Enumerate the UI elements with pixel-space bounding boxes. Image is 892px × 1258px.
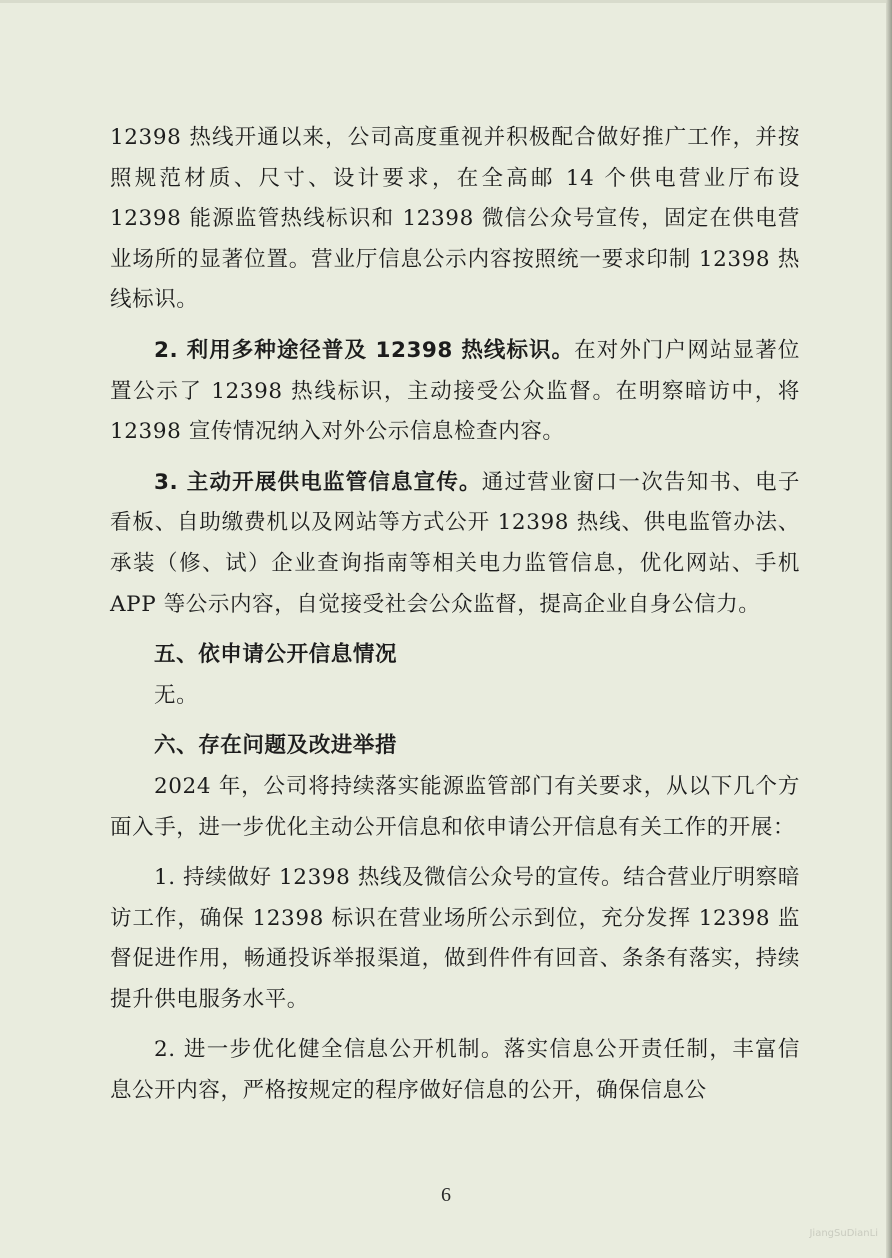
paragraph-spacer <box>110 453 800 463</box>
improvement-item-1: 1. 持续做好 12398 热线及微信公众号的宣传。结合营业厅明察暗访工作，确保 12398 标识在营业场所公示到位，充分发挥 12398 监督促进作用，畅通投诉举报渠道，做到件件有回音、条条有落实，持续提升供电服务水平。 <box>110 865 800 1012</box>
paragraph-spacer <box>110 848 800 858</box>
section-6-title: 六、存在问题及改进举措 <box>154 733 398 759</box>
document-body <box>110 118 800 1112</box>
page-number: 6 <box>441 1184 451 1206</box>
paragraph-spacer <box>110 716 800 726</box>
paragraph-spacer <box>110 1020 800 1030</box>
section-5-body: 无。 <box>154 682 199 708</box>
improvement-item-2: 2. 进一步优化健全信息公开机制。落实信息公开责任制，丰富信息公开内容，严格按规定的程序做好信息的公开，确保信息公 <box>110 1037 800 1104</box>
watermark: JiangSuDianLi <box>809 1228 878 1239</box>
paragraph-item-3 <box>110 463 800 625</box>
section-5-title: 五、依申请公开信息情况 <box>154 642 398 668</box>
paragraph-item-2 <box>110 331 800 453</box>
item-2-heading: 2. 利用多种途径普及 12398 热线标识。 <box>154 337 575 363</box>
paragraph-spacer <box>110 625 800 635</box>
paragraph-12398-promotion: 12398 热线开通以来，公司高度重视并积极配合做好推广工作，并按照规范材质、尺寸、设计要求，在全高邮 14 个供电营业厅布设 12398 能源监管热线标识和 12398 微信公众号宣传，固定在供电营业场所的显著位置。营业厅信息公示内容按照统一要求印制 12398 热线标识。 <box>110 125 800 313</box>
paragraph-spacer <box>110 321 800 331</box>
item-3-heading: 3. 主动开展供电监管信息宣传。 <box>154 469 482 495</box>
item-2-body: 在对外门户网站显著位置公示了 12398 热线标识，主动接受公众监督。在明察暗访中，将 12398 宣传情况纳入对外公示信息检查内容。 <box>110 337 800 445</box>
page-top-edge <box>0 0 892 3</box>
page-right-edge <box>886 0 892 1258</box>
section-6-intro: 2024 年，公司将持续落实能源监管部门有关要求，从以下几个方面入手，进一步优化主动公开信息和依申请公开信息有关工作的开展： <box>110 773 800 840</box>
item-3-body: 通过营业窗口一次告知书、电子看板、自助缴费机以及网站等方式公开 12398 热线、供电监管办法、承装（修、试）企业查询指南等相关电力监管信息，优化网站、手机 APP 等公示内容，自觉接受社会公众监督，提高企业自身公信力。 <box>110 469 800 617</box>
